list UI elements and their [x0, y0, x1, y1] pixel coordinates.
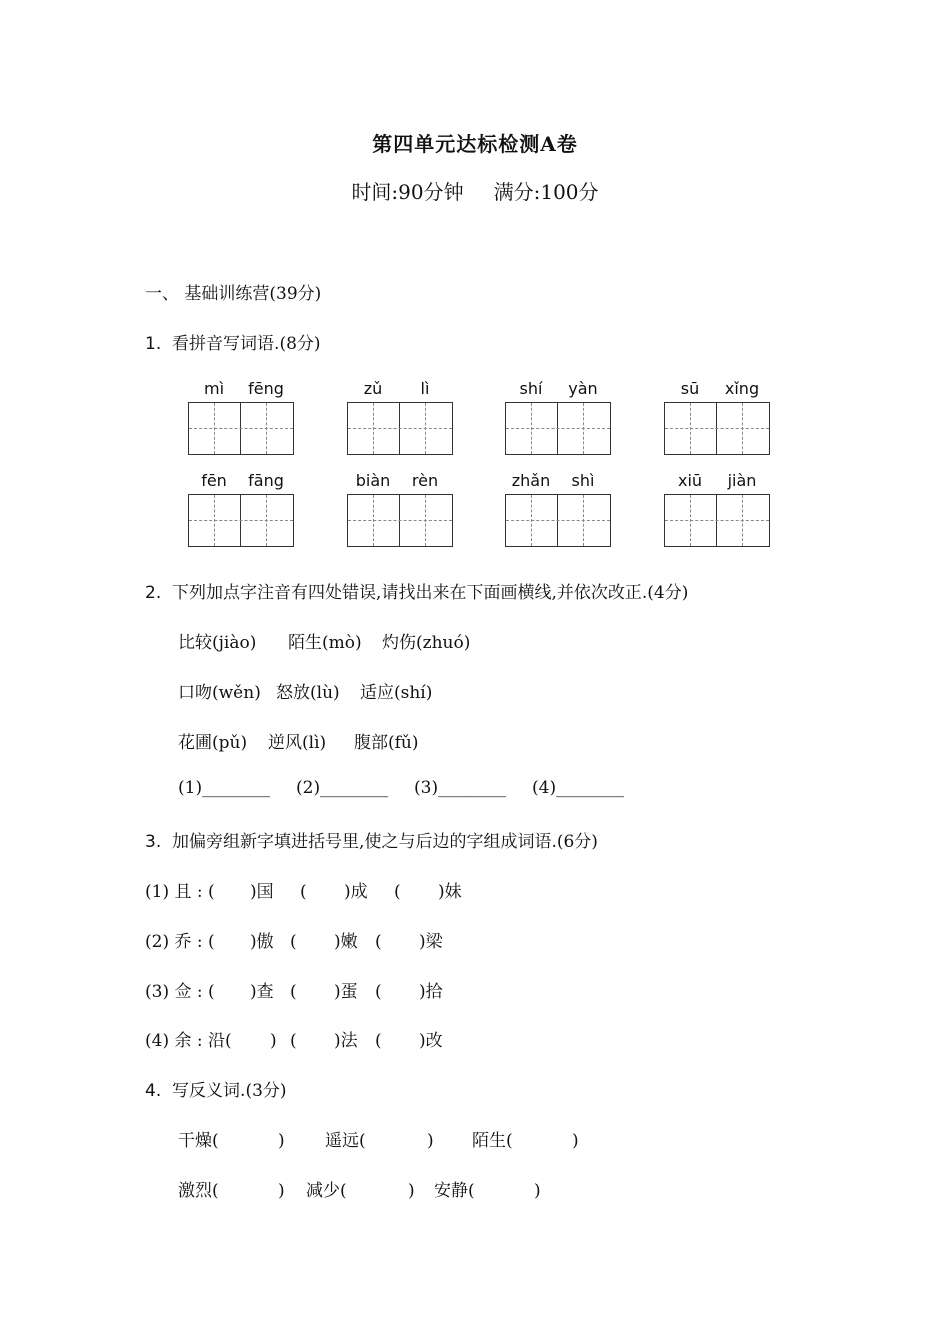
answer-blank[interactable]: (2)________ — [296, 778, 389, 798]
pinyin-syllable: biàn — [355, 471, 391, 490]
pinyin-row-3 — [178, 728, 419, 753]
radical-row-2 — [145, 927, 443, 952]
answer-blank[interactable]: (1)________ — [178, 778, 271, 798]
antonym-item: 陌生( — [472, 1131, 513, 1151]
guide-line — [189, 428, 293, 429]
answer-blanks — [178, 778, 624, 798]
antonym-item: ) — [278, 1131, 285, 1151]
antonym-row-2 — [178, 1176, 541, 1201]
radical-item: ( — [290, 982, 297, 1002]
antonym-item: ) — [278, 1181, 285, 1201]
guide-line — [348, 520, 452, 521]
antonym-item: ) — [534, 1181, 541, 1201]
pinyin-item: 花圃(pǔ) — [178, 733, 248, 753]
radical-item: )蛋 — [334, 982, 358, 1002]
exam-info — [0, 176, 950, 205]
question-text: 写反义词.(3分) — [172, 1081, 287, 1101]
radical-item: (2) 乔 : ( — [145, 932, 215, 952]
question-number: 2. — [145, 583, 162, 603]
pinyin-syllable: shì — [571, 471, 595, 490]
radical-row-1 — [145, 877, 462, 902]
antonym-item: 激烈( — [178, 1181, 219, 1201]
pinyin-syllable: xiū — [677, 471, 703, 490]
radical-item: )查 — [250, 982, 274, 1002]
pinyin-syllable: fēng — [248, 379, 284, 398]
radical-item: (1) 且 : ( — [145, 882, 215, 902]
antonym-item: ) — [427, 1131, 434, 1151]
pinyin-syllable: fēn — [201, 471, 227, 490]
pinyin-syllable: yàn — [568, 379, 598, 398]
pinyin-item: 比较(jiào) — [178, 633, 257, 653]
question-4 — [145, 1076, 287, 1101]
pinyin-item: 灼伤(zhuó) — [382, 633, 471, 653]
question-3 — [145, 827, 598, 852]
guide-line — [665, 520, 769, 521]
radical-item: )成 — [344, 882, 368, 902]
guide-line — [665, 428, 769, 429]
radical-item: (4) 余 : 沿( — [145, 1031, 232, 1051]
antonym-item: 安静( — [434, 1181, 475, 1201]
radical-item: ( — [375, 982, 382, 1002]
guide-line — [189, 520, 293, 521]
exam-time: 时间:90分钟 — [351, 180, 464, 204]
pinyin-syllable: shí — [519, 379, 543, 398]
pinyin-syllable: zhǎn — [511, 471, 551, 490]
radical-item: ( — [300, 882, 307, 902]
antonym-item: 遥远( — [325, 1131, 366, 1151]
writing-box[interactable] — [505, 402, 611, 455]
pinyin-syllable: mì — [203, 379, 225, 398]
guide-line — [506, 428, 610, 429]
antonym-item: 干燥( — [178, 1131, 219, 1151]
radical-row-4 — [145, 1026, 443, 1051]
radical-item: )法 — [334, 1031, 358, 1051]
pinyin-syllable: xǐng — [724, 379, 760, 398]
question-text: 加偏旁组新字填进括号里,使之与后边的字组成词语.(6分) — [172, 832, 598, 852]
radical-item: )国 — [250, 882, 274, 902]
pinyin-item: 适应(shí) — [360, 683, 433, 703]
radical-item: ) — [270, 1031, 277, 1051]
radical-item: ( — [375, 1031, 382, 1051]
page-title: 第四单元达标检测A卷 — [372, 132, 578, 156]
pinyin-syllable: sū — [680, 379, 700, 398]
writing-box[interactable] — [347, 402, 453, 455]
writing-box[interactable] — [188, 402, 294, 455]
pinyin-syllable: fāng — [248, 471, 284, 490]
pinyin-syllable: zǔ — [363, 379, 383, 398]
writing-box[interactable] — [664, 494, 770, 547]
pinyin-item: 口吻(wěn) — [178, 683, 261, 703]
radical-item: ( — [290, 1031, 297, 1051]
radical-item: )妹 — [438, 882, 462, 902]
pinyin-syllable: jiàn — [727, 471, 757, 490]
question-number: 1. — [145, 334, 162, 354]
antonym-row-1 — [178, 1126, 579, 1151]
radical-item: )梁 — [419, 932, 443, 952]
radical-item: )改 — [419, 1031, 443, 1051]
pinyin-item: 腹部(fǔ) — [354, 733, 419, 753]
pinyin-item: 逆风(lì) — [268, 733, 327, 753]
antonym-item: ) — [408, 1181, 415, 1201]
question-text: 下列加点字注音有四处错误,请找出来在下面画横线,并依次改正.(4分) — [172, 583, 689, 603]
guide-line — [506, 520, 610, 521]
pinyin-row-2 — [178, 678, 432, 703]
radical-item: ( — [290, 932, 297, 952]
pinyin-item: 陌生(mò) — [288, 633, 362, 653]
writing-box[interactable] — [505, 494, 611, 547]
radical-item: ( — [375, 932, 382, 952]
question-number: 3. — [145, 832, 162, 852]
pinyin-syllable: rèn — [411, 471, 439, 490]
antonym-item: 减少( — [306, 1181, 347, 1201]
question-number: 4. — [145, 1081, 162, 1101]
radical-item: )拾 — [419, 982, 443, 1002]
section-heading: 一、 基础训练营(39分) — [145, 284, 322, 304]
answer-blank[interactable]: (4)________ — [532, 778, 625, 798]
guide-line — [348, 428, 452, 429]
question-text: 看拼音写词语.(8分) — [172, 334, 321, 354]
radical-item: )嫩 — [334, 932, 358, 952]
pinyin-row-1 — [178, 628, 470, 653]
writing-box[interactable] — [664, 402, 770, 455]
writing-box[interactable] — [347, 494, 453, 547]
radical-item: )傲 — [250, 932, 274, 952]
exam-score: 满分:100分 — [493, 180, 599, 204]
question-2 — [145, 578, 688, 603]
radical-item: ( — [394, 882, 401, 902]
pinyin-item: 怒放(lù) — [276, 683, 340, 703]
pinyin-syllable: lì — [420, 379, 430, 398]
radical-item: (3) 佥 : ( — [145, 982, 215, 1002]
question-1 — [145, 329, 321, 354]
radical-row-3 — [145, 977, 443, 1002]
antonym-item: ) — [572, 1131, 579, 1151]
writing-box[interactable] — [188, 494, 294, 547]
answer-blank[interactable]: (3)________ — [414, 778, 507, 798]
